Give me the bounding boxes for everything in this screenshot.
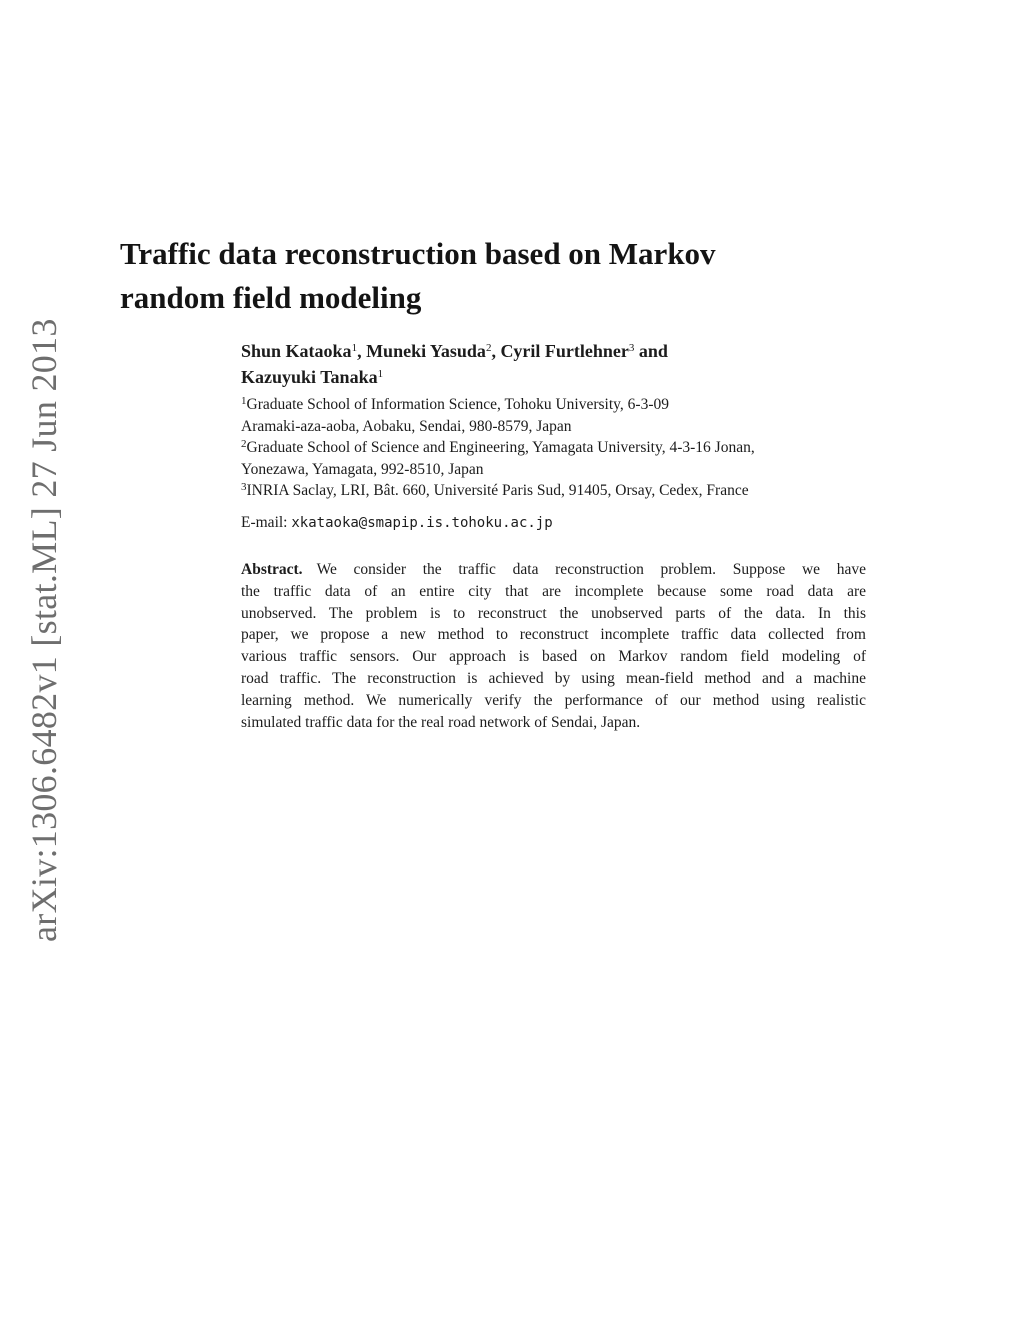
abstract-text: We consider the traffic data reconstruction problem. Suppose we have — [316, 561, 866, 578]
author-name: Muneki Yasuda — [366, 341, 486, 361]
affiliation-line — [241, 437, 866, 459]
abstract-line: paper, we propose a new method to reconstruct incomplete traffic data collected from — [241, 626, 866, 644]
affiliation-marker: 1 — [351, 342, 358, 354]
affiliation-number: 2 — [241, 438, 247, 451]
affiliation-line: Yonezawa, Yamagata, 992-8510, Japan — [241, 460, 484, 478]
author-line — [241, 364, 866, 390]
affiliation-number: 1 — [241, 395, 247, 407]
affiliation-line — [241, 394, 866, 416]
author-list — [241, 338, 866, 390]
abstract-line: unobserved. The problem is to reconstruct the unobserved parts of the data. In this — [241, 604, 866, 622]
title-line: Traffic data reconstruction based on Markov — [120, 236, 716, 271]
abstract-line: road traffic. The reconstruction is achieved by using mean-field method and a machine — [241, 669, 866, 687]
abstract — [241, 559, 866, 733]
affiliation-marker: 1 — [377, 368, 384, 380]
affiliation-marker: 3 — [628, 342, 635, 354]
affiliation-line — [241, 480, 866, 502]
paper-title — [120, 232, 880, 320]
author-separator: , — [491, 341, 501, 361]
affiliation-line: Aramaki-aza-aoba, Aobaku, Sendai, 980-8579, Japan — [241, 417, 572, 435]
author-name: Kazuyuki Tanaka — [241, 367, 378, 387]
affiliation-text: Graduate School of Information Science, Tohoku University, 6-3-09 — [246, 396, 669, 413]
abstract-heading: Abstract. — [241, 561, 303, 578]
affiliation-text: INRIA Saclay, LRI, Bât. 660, Université Paris Sud, 91405, Orsay, Cedex, France — [246, 482, 749, 500]
author-separator: , — [357, 341, 367, 361]
abstract-line: learning method. We numerically verify the performance of our method using realistic — [241, 691, 866, 709]
affiliation-number: 3 — [241, 481, 247, 494]
title-line: random field modeling — [120, 280, 422, 315]
email-label: E-mail: — [241, 514, 292, 531]
contact-email — [241, 512, 866, 534]
email-address: xkataoka@smapip.is.tohoku.ac.jp — [291, 515, 553, 531]
author-name: Shun Kataoka — [241, 341, 352, 361]
arxiv-identifier-stamp: arXiv:1306.6482v1 [stat.ML] 27 Jun 2013 — [24, 318, 64, 942]
abstract-line: simulated traffic data for the real road network of Sendai, Japan. — [241, 713, 641, 731]
author-conjunction: and — [634, 341, 668, 361]
author-name: Cyril Furtlehner — [500, 341, 629, 361]
affiliations — [241, 394, 866, 502]
abstract-line — [241, 559, 866, 581]
affiliation-text: Graduate School of Science and Engineering, Yamagata University, 4-3-16 Jonan, — [246, 439, 755, 457]
abstract-line: the traffic data of an entire city that are incomplete because some road data are — [241, 582, 866, 600]
abstract-line: various traffic sensors. Our approach is based on Markov random field modeling of — [241, 648, 866, 666]
author-line — [241, 338, 866, 364]
affiliation-marker: 2 — [485, 342, 492, 354]
